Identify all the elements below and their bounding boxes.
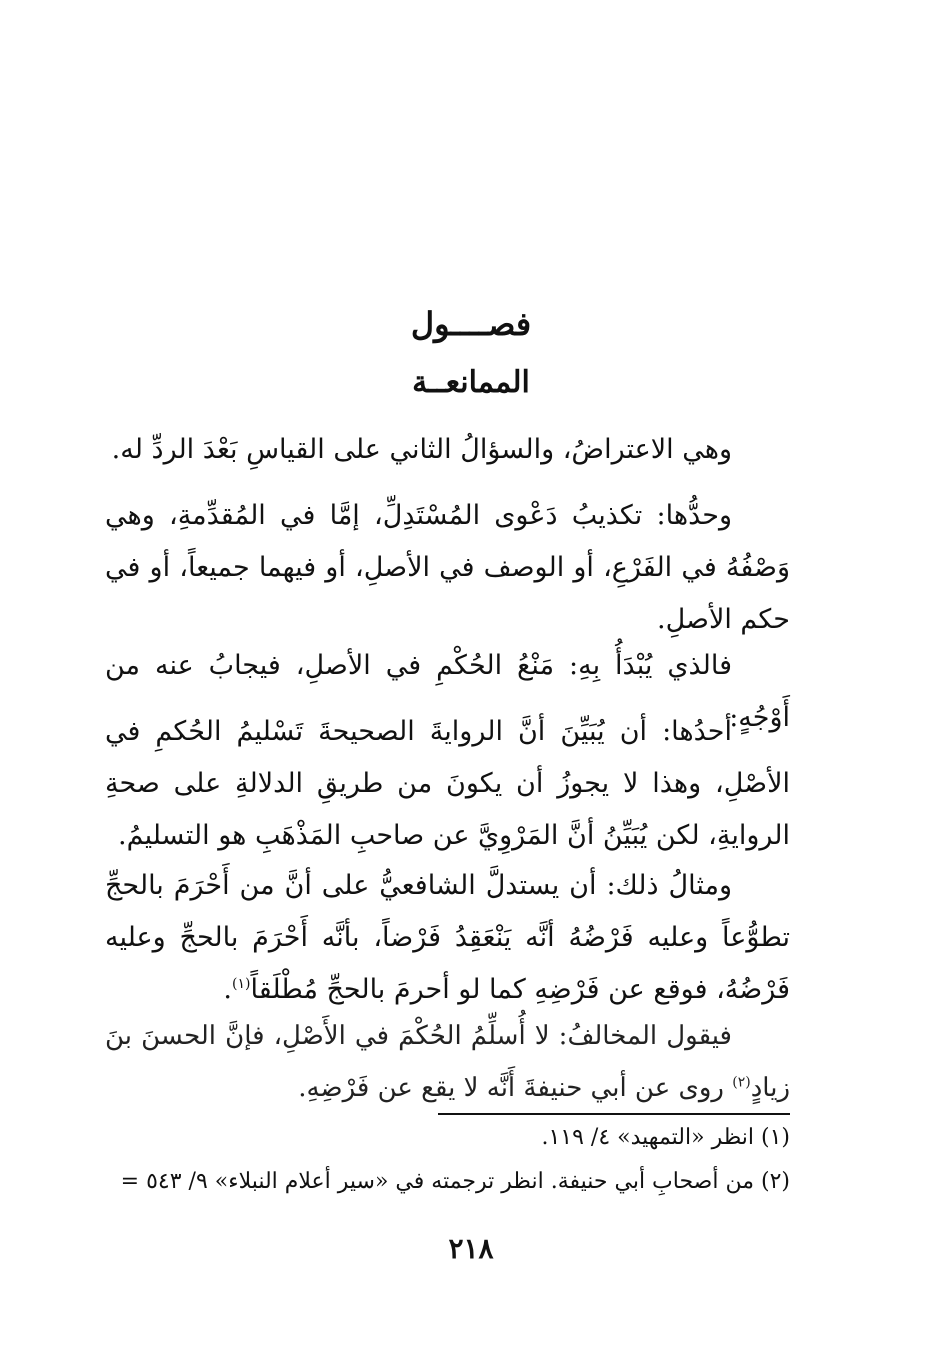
footnote-2: (٢) من أصحابِ أبي حنيفة. انظر ترجمته في «سير أعلام النبلاء» ٩/ ٥٤٣ = [120, 1169, 790, 1194]
paragraph-5: ومثالُ ذلك: أن يستدلَّ الشافعيُّ على أنَّ من أَحْرَمَ بالحجِّ تطوُّعاً وعليه فَرْضُهُ أنَّه يَنْعَقِدُ فَرْضاً، بأنَّه أَحْرَمَ بالحجِّ وعليه فَرْضُهُ، فوقع عن فَرْضِهِ كما لو أحرمَ بالحجِّ مُطْلَقاً$^{(١)}$. [105, 870, 790, 1005]
section-title: فصــــول [410, 305, 532, 343]
paragraph-3: فالذي يُبْدَأُ بِهِ: مَنْعُ الحُكْمِ في الأصلِ، فيجابُ عنه من أَوْجُهٍ: [105, 650, 790, 733]
paragraph-4: أحدُها: أن يُبَيِّنَ أنَّ الروايةَ الصحيحةَ تَسْليمُ الحُكمِ في الأصْلِ، وهذا لا يجوزُ أن يكونَ من طريقِ الدلالةِ على صحةِ الروايةِ، لكن يُبَيِّنُ أنَّ المَرْوِيَّ عن صاحبِ المَذْهَبِ هو التسليمُ. [105, 716, 790, 851]
footnote-1: (١) انظر «التمهيد» ٤/ ١١٩. [541, 1125, 790, 1150]
footnote-marker-2: (٢) [732, 1074, 751, 1091]
footnote-divider [438, 1113, 790, 1115]
paragraph-6 [105, 1010, 790, 1114]
paragraph-6-text: فيقول المخالفُ: لا أُسلِّمُ الحُكْمَ في الأَصْلِ، فإنَّ الحسنَ بنَ زيادٍ [105, 1021, 790, 1103]
subtitle: الممانعــة [412, 365, 530, 400]
paragraph-1: وهي الاعتراضُ، والسؤالُ الثاني على القياسِ بَعْدَ الردِّ له. [111, 434, 732, 465]
page-number: ٢١٨ [448, 1232, 494, 1265]
paragraph-6-continuation: روى عن أبي حنيفةَ أَنَّه لا يقع عن فَرْضِهِ. [298, 1073, 724, 1103]
footnote-marker-1: (١) [232, 976, 251, 992]
paragraph-2: وحدُّها: تكذيبُ دَعْوى المُسْتَدِلِّ، إمَّا في المُقدِّمةِ، وهي وَصْفُهُ في الفَرْعِ، أو الوصف في الأصلِ، أو فيهما جميعاً، أو في حكم الأصلِ. [105, 500, 790, 635]
paragraph-5-text: ومثالُ ذلك: أن يستدلَّ الشافعيُّ على أنَّ من أَحْرَمَ بالحجِّ تطوُّعاً وعليه فَرْضُهُ أنَّه يَنْعَقِدُ فَرْضاً، بأنَّه أَحْرَمَ بالحجِّ وعليه فَرْضُهُ، فوقع عن فَرْضِهِ كما لو أحرمَ بالحجِّ مُطْلَقاً [105, 870, 790, 1005]
